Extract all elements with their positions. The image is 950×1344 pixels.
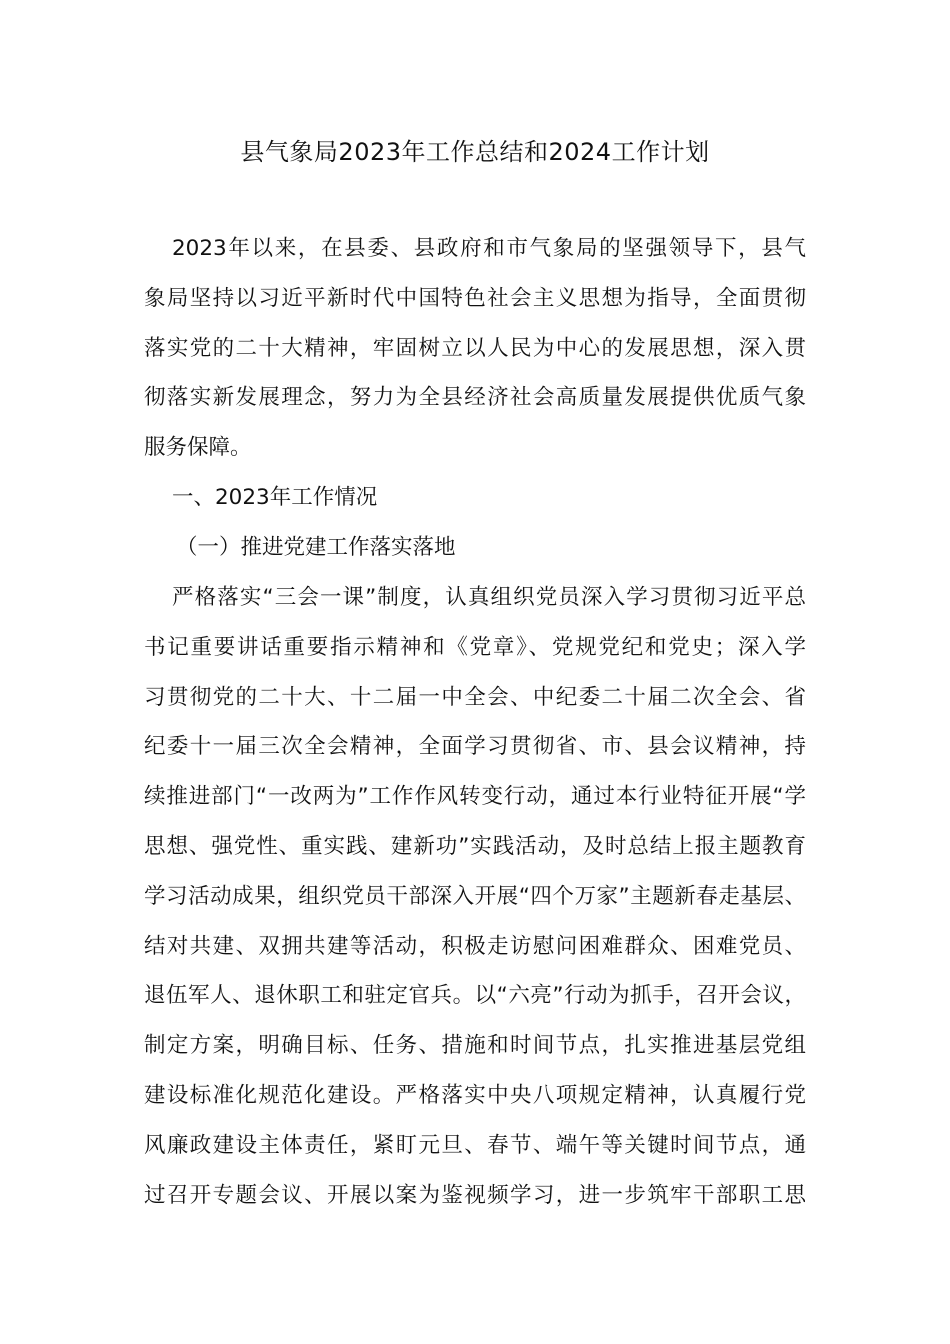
body-line: 退伍军人、退休职工和驻定官兵。以“六亮”行动为抓手，召开会议， bbox=[144, 983, 806, 1008]
subsection-heading: （一）推进党建工作落实落地 bbox=[176, 535, 456, 560]
intro-line: 象局坚持以习近平新时代中国特色社会主义思想为指导，全面贯彻 bbox=[144, 286, 806, 311]
body-line: 思想、强党性、重实践、建新功”实践活动，及时总结上报主题教育 bbox=[144, 834, 806, 859]
body-line: 结对共建、双拥共建等活动，积极走访慰问困难群众、困难党员、 bbox=[144, 934, 806, 959]
body-line: 严格落实“三会一课”制度，认真组织党员深入学习贯彻习近平总 bbox=[172, 585, 806, 610]
intro-line: 服务保障。 bbox=[144, 435, 252, 460]
body-line: 书记重要讲话重要指示精神和《党章》、党规党纪和党史；深入学 bbox=[144, 635, 806, 660]
body-line: 风廉政建设主体责任，紧盯元旦、春节、端午等关键时间节点，通 bbox=[144, 1133, 806, 1158]
body-line: 制定方案，明确目标、任务、措施和时间节点，扎实推进基层党组 bbox=[144, 1033, 806, 1058]
body-line: 续推进部门“一改两为”工作作风转变行动，通过本行业特征开展“学 bbox=[144, 784, 806, 809]
document-title: 县气象局2023年工作总结和2024工作计划 bbox=[240, 138, 710, 166]
body-line: 过召开专题会议、开展以案为鉴视频学习，进一步筑牢干部职工思 bbox=[144, 1183, 806, 1208]
body-line: 纪委十一届三次全会精神，全面学习贯彻省、市、县会议精神，持 bbox=[144, 734, 806, 759]
intro-line: 2023年以来，在县委、县政府和市气象局的坚强领导下，县气 bbox=[172, 236, 806, 261]
intro-line: 彻落实新发展理念，努力为全县经济社会高质量发展提供优质气象 bbox=[144, 385, 806, 410]
section-heading: 一、2023年工作情况 bbox=[172, 485, 378, 510]
body-line: 建设标准化规范化建设。严格落实中央八项规定精神，认真履行党 bbox=[144, 1083, 806, 1108]
body-line: 学习活动成果，组织党员干部深入开展“四个万家”主题新春走基层、 bbox=[144, 884, 806, 909]
body-line: 习贯彻党的二十大、十二届一中全会、中纪委二十届二次全会、省 bbox=[144, 685, 806, 710]
intro-line: 落实党的二十大精神，牢固树立以人民为中心的发展思想，深入贯 bbox=[144, 336, 806, 361]
